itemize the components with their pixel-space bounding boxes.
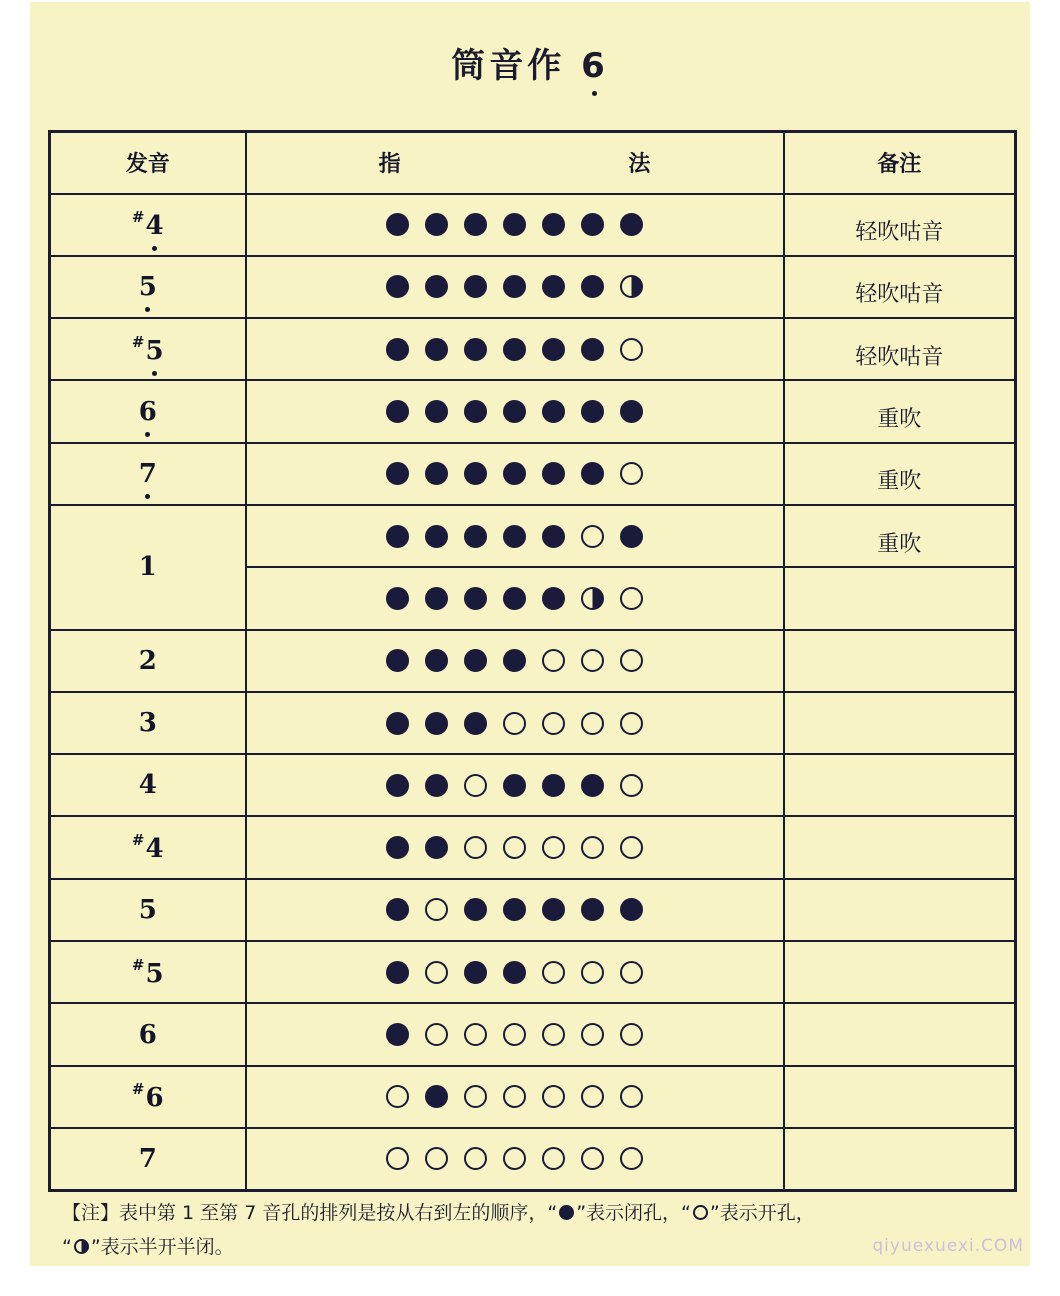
open-hole-icon: [542, 1147, 565, 1170]
pitch-cell: [50, 692, 246, 754]
closed-hole-icon: [425, 275, 448, 298]
header-row: [50, 132, 1016, 194]
fingering-cell: [246, 443, 784, 505]
fingering-cell: [246, 816, 784, 878]
open-hole-icon: [620, 1023, 643, 1046]
pitch-number: 6: [138, 1019, 157, 1050]
remark-cell: [784, 816, 1016, 878]
table-row: [50, 1003, 1016, 1065]
closed-hole-icon: [542, 338, 565, 361]
closed-hole-icon: [425, 338, 448, 361]
fingering-cell: [246, 1066, 784, 1128]
remark-cell: [784, 1066, 1016, 1128]
closed-hole-icon: [425, 525, 448, 548]
pitch-cell: [50, 941, 246, 1003]
open-hole-icon: [581, 836, 604, 859]
table-row: [50, 318, 1016, 380]
page-title: [0, 38, 1060, 87]
fingering-cell: [246, 567, 784, 629]
closed-hole-icon: [542, 400, 565, 423]
open-hole-icon: [620, 774, 643, 797]
remark-cell: 重吹: [784, 443, 1016, 505]
open-hole-icon: [620, 462, 643, 485]
closed-hole-icon: [464, 525, 487, 548]
open-hole-icon: [542, 836, 565, 859]
pitch-cell: [50, 754, 246, 816]
open-hole-icon: [464, 836, 487, 859]
closed-hole-icon: [464, 213, 487, 236]
fingering-cell: [246, 1128, 784, 1190]
open-hole-icon: [503, 836, 526, 859]
open-hole-icon: [425, 1147, 448, 1170]
pitch-cell: [50, 630, 246, 692]
sharp-sign: #: [131, 831, 145, 850]
half-hole-icon: [620, 275, 643, 298]
closed-hole-icon: [542, 462, 565, 485]
open-hole-icon: [581, 1085, 604, 1108]
open-hole-icon: [581, 525, 604, 548]
half-hole-icon: [74, 1239, 89, 1254]
closed-hole-icon: [581, 462, 604, 485]
sharp-sign: #: [131, 332, 145, 351]
open-hole-icon: [425, 898, 448, 921]
closed-hole-icon: [386, 1023, 409, 1046]
closed-hole-icon: [425, 1085, 448, 1108]
closed-hole-icon: [620, 898, 643, 921]
header-fingering: 指 法: [246, 132, 784, 194]
open-hole-icon: [581, 712, 604, 735]
open-hole-icon: [581, 649, 604, 672]
pitch-cell: [50, 1128, 246, 1190]
open-hole-icon: [542, 961, 565, 984]
fingering-cell: [246, 380, 784, 442]
remark-cell: [784, 941, 1016, 1003]
closed-hole-icon: [425, 712, 448, 735]
pitch-number: 6: [138, 396, 157, 427]
closed-hole-icon: [386, 275, 409, 298]
closed-hole-icon: [464, 898, 487, 921]
header-remark: 备注: [784, 132, 1016, 194]
closed-hole-icon: [559, 1205, 574, 1220]
closed-hole-icon: [503, 649, 526, 672]
closed-hole-icon: [464, 275, 487, 298]
open-hole-icon: [581, 961, 604, 984]
pitch-number: 6: [145, 1083, 164, 1114]
remark-cell: 轻吹咕音: [784, 256, 1016, 318]
closed-hole-icon: [425, 836, 448, 859]
closed-hole-icon: [386, 462, 409, 485]
table-row: [50, 941, 1016, 1003]
remark-cell: [784, 879, 1016, 941]
open-hole-icon: [542, 649, 565, 672]
title-low-note: 6: [581, 46, 609, 86]
table-row: [50, 879, 1016, 941]
open-hole-icon: [542, 1023, 565, 1046]
open-hole-icon: [620, 712, 643, 735]
closed-hole-icon: [464, 400, 487, 423]
open-hole-icon: [620, 961, 643, 984]
fingering-cell: [246, 754, 784, 816]
footnote-prefix: 【注】表中第 1 至第 7 音孔的排列是按从右到左的顺序，“: [62, 1202, 558, 1224]
open-hole-icon: [464, 774, 487, 797]
closed-hole-icon: [386, 649, 409, 672]
closed-hole-icon: [464, 338, 487, 361]
closed-hole-icon: [386, 961, 409, 984]
remark-cell: [784, 1003, 1016, 1065]
watermark: qiyuexuexi.COM: [872, 1236, 1024, 1256]
pitch-cell: [50, 816, 246, 878]
pitch-number: 2: [138, 645, 157, 676]
remark-cell: [784, 1128, 1016, 1190]
closed-hole-icon: [581, 213, 604, 236]
title-text: 筒音作: [451, 46, 566, 86]
open-hole-icon: [620, 587, 643, 610]
pitch-cell: [50, 318, 246, 380]
remark-cell: 重吹: [784, 380, 1016, 442]
remark-cell: 轻吹咕音: [784, 194, 1016, 256]
fingering-cell: [246, 318, 784, 380]
fingering-cell: [246, 194, 784, 256]
open-hole-icon: [503, 1085, 526, 1108]
open-hole-icon: [620, 1147, 643, 1170]
open-hole-icon: [425, 1023, 448, 1046]
closed-hole-icon: [386, 587, 409, 610]
footnote-open-text: ”表示开孔，: [709, 1202, 815, 1224]
remark-cell: [784, 692, 1016, 754]
closed-hole-icon: [464, 587, 487, 610]
sharp-sign: #: [131, 208, 145, 227]
open-hole-icon: [464, 1023, 487, 1046]
closed-hole-icon: [503, 400, 526, 423]
closed-hole-icon: [425, 587, 448, 610]
closed-hole-icon: [386, 774, 409, 797]
pitch-cell: [50, 1066, 246, 1128]
open-hole-icon: [620, 649, 643, 672]
pitch-number: 5: [145, 958, 164, 989]
closed-hole-icon: [386, 525, 409, 548]
header-pitch: 发音: [50, 132, 246, 194]
footnote: [62, 1196, 1002, 1264]
table-row: [50, 1128, 1016, 1190]
closed-hole-icon: [503, 462, 526, 485]
pitch-number: 4: [145, 834, 164, 865]
closed-hole-icon: [542, 275, 565, 298]
open-hole-icon: [503, 1147, 526, 1170]
sharp-sign: #: [131, 955, 145, 974]
closed-hole-icon: [425, 213, 448, 236]
open-hole-icon: [581, 1023, 604, 1046]
footnote-closed-text: ”表示闭孔，“: [576, 1202, 691, 1224]
pitch-cell: [50, 505, 246, 630]
open-hole-icon: [464, 1147, 487, 1170]
fingering-cell: [246, 505, 784, 567]
open-hole-icon: [542, 712, 565, 735]
closed-hole-icon: [464, 649, 487, 672]
open-hole-icon: [503, 1023, 526, 1046]
table-row: [50, 630, 1016, 692]
closed-hole-icon: [620, 400, 643, 423]
pitch-cell: [50, 1003, 246, 1065]
pitch-number: 7: [138, 458, 157, 489]
table-row: [50, 692, 1016, 754]
open-hole-icon: [620, 836, 643, 859]
pitch-number: 3: [138, 708, 157, 739]
closed-hole-icon: [620, 213, 643, 236]
table-row: [50, 194, 1016, 256]
sharp-sign: #: [131, 1080, 145, 1099]
fingering-cell: [246, 879, 784, 941]
fingering-cell: [246, 1003, 784, 1065]
closed-hole-icon: [581, 338, 604, 361]
table-row: [50, 256, 1016, 318]
closed-hole-icon: [542, 587, 565, 610]
table-row: [50, 505, 1016, 567]
remark-cell: [784, 567, 1016, 629]
remark-cell: [784, 754, 1016, 816]
closed-hole-icon: [386, 213, 409, 236]
closed-hole-icon: [503, 774, 526, 797]
table-row: [50, 754, 1016, 816]
table-row: [50, 816, 1016, 878]
closed-hole-icon: [503, 587, 526, 610]
open-hole-icon: [425, 961, 448, 984]
closed-hole-icon: [542, 525, 565, 548]
footnote-half-text: ”表示半开半闭。: [90, 1236, 234, 1258]
closed-hole-icon: [581, 898, 604, 921]
closed-hole-icon: [503, 275, 526, 298]
table-row: [50, 443, 1016, 505]
closed-hole-icon: [581, 400, 604, 423]
pitch-number: 4: [145, 211, 164, 242]
footnote-line2-prefix: “: [62, 1236, 72, 1258]
closed-hole-icon: [581, 275, 604, 298]
remark-cell: [784, 630, 1016, 692]
open-hole-icon: [542, 1085, 565, 1108]
pitch-cell: [50, 879, 246, 941]
pitch-cell: [50, 194, 246, 256]
fingering-cell: [246, 941, 784, 1003]
pitch-cell: [50, 256, 246, 318]
closed-hole-icon: [581, 774, 604, 797]
closed-hole-icon: [386, 712, 409, 735]
fingering-cell: [246, 630, 784, 692]
open-hole-icon: [464, 1085, 487, 1108]
closed-hole-icon: [542, 774, 565, 797]
open-hole-icon: [620, 1085, 643, 1108]
closed-hole-icon: [425, 774, 448, 797]
closed-hole-icon: [386, 898, 409, 921]
closed-hole-icon: [542, 213, 565, 236]
fingering-table: [48, 130, 1017, 1192]
table-row: [50, 1066, 1016, 1128]
pitch-number: 5: [138, 894, 157, 925]
closed-hole-icon: [425, 400, 448, 423]
open-hole-icon: [503, 712, 526, 735]
closed-hole-icon: [503, 525, 526, 548]
pitch-cell: [50, 380, 246, 442]
closed-hole-icon: [503, 961, 526, 984]
open-hole-icon: [620, 338, 643, 361]
open-hole-icon: [386, 1147, 409, 1170]
half-hole-icon: [581, 587, 604, 610]
table-row: [50, 380, 1016, 442]
closed-hole-icon: [386, 400, 409, 423]
fingering-cell: [246, 256, 784, 318]
closed-hole-icon: [386, 836, 409, 859]
fingering-cell: [246, 692, 784, 754]
closed-hole-icon: [464, 961, 487, 984]
pitch-number: 1: [138, 552, 157, 583]
closed-hole-icon: [503, 213, 526, 236]
open-hole-icon: [581, 1147, 604, 1170]
closed-hole-icon: [542, 898, 565, 921]
pitch-cell: [50, 443, 246, 505]
closed-hole-icon: [503, 898, 526, 921]
pitch-number: 4: [138, 770, 157, 801]
closed-hole-icon: [620, 525, 643, 548]
pitch-number: 5: [138, 271, 157, 302]
open-hole-icon: [386, 1085, 409, 1108]
open-hole-icon: [693, 1205, 708, 1220]
closed-hole-icon: [425, 649, 448, 672]
closed-hole-icon: [386, 338, 409, 361]
closed-hole-icon: [503, 338, 526, 361]
closed-hole-icon: [464, 712, 487, 735]
remark-cell: 重吹: [784, 505, 1016, 567]
closed-hole-icon: [425, 462, 448, 485]
pitch-number: 5: [145, 335, 164, 366]
closed-hole-icon: [464, 462, 487, 485]
remark-cell: 轻吹咕音: [784, 318, 1016, 380]
pitch-number: 7: [138, 1143, 157, 1174]
